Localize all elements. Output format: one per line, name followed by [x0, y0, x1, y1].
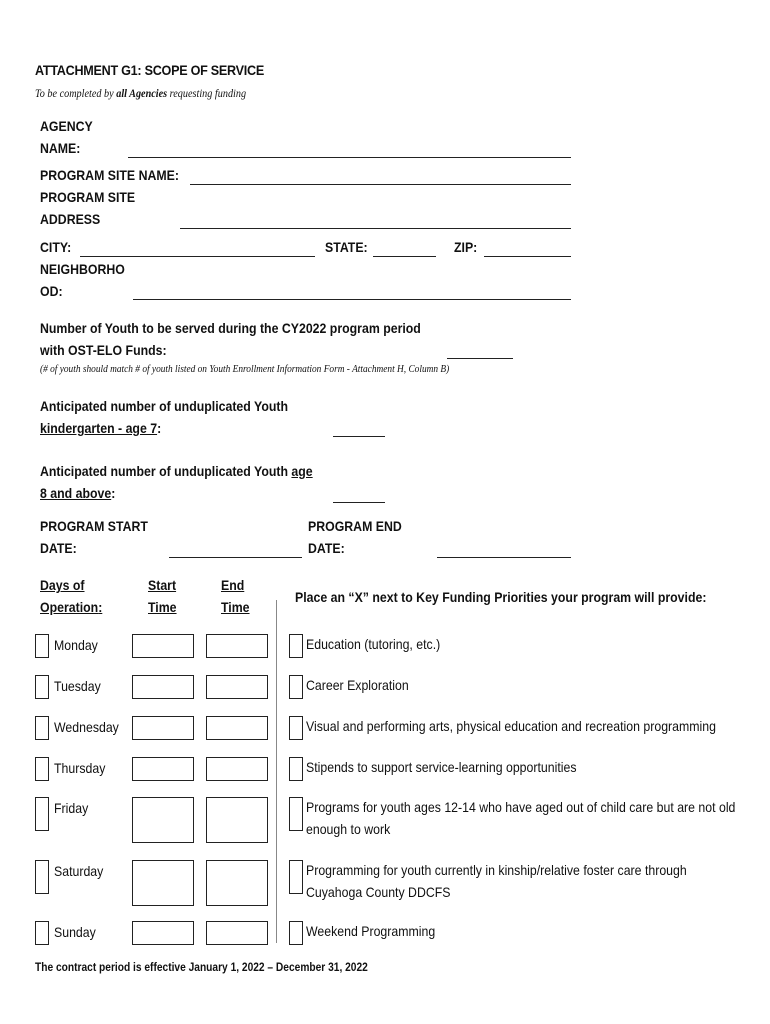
start-label-line1: PROGRAM START	[40, 518, 148, 534]
page-title: ATTACHMENT G1: SCOPE OF SERVICE	[35, 62, 264, 78]
days-header-line2	[40, 596, 102, 618]
agency-name-label	[40, 115, 93, 159]
start-time-header	[148, 574, 177, 618]
day-label: Saturday	[54, 863, 104, 879]
page-subtitle	[35, 86, 246, 101]
priority-checkbox[interactable]	[289, 860, 303, 894]
agency-name-field[interactable]	[128, 157, 571, 158]
day-checkbox[interactable]	[35, 860, 49, 894]
start-time-input[interactable]	[132, 757, 194, 781]
end-header-line2: Time	[221, 599, 250, 615]
city-field[interactable]	[80, 256, 315, 257]
day-label: Tuesday	[54, 678, 101, 694]
subtitle-emphasis: all Agencies	[116, 86, 168, 100]
day-checkbox[interactable]	[35, 757, 49, 781]
day-checkbox[interactable]	[35, 797, 49, 831]
youth-served-line1: Number of Youth to be served during the CY2022 program period	[40, 320, 421, 336]
end-time-input[interactable]	[206, 716, 268, 740]
youth-k7-underlined: kindergarten - age 7	[40, 420, 158, 436]
program-start-label	[40, 515, 148, 559]
start-time-input[interactable]	[132, 797, 194, 843]
end-time-input[interactable]	[206, 757, 268, 781]
start-time-input[interactable]	[132, 675, 194, 699]
start-header-line2: Time	[148, 599, 177, 615]
end-label-line2: DATE:	[308, 540, 345, 556]
youth-age8-underlined-1: age	[291, 463, 313, 479]
youth-k7-line1: Anticipated number of unduplicated Youth	[40, 398, 288, 414]
end-time-input[interactable]	[206, 797, 268, 843]
start-time-input[interactable]	[132, 921, 194, 945]
youth-age8-colon: :	[111, 485, 116, 501]
youth-k7-colon: :	[157, 420, 162, 436]
neighborhood-label-line2: OD:	[40, 283, 63, 299]
day-checkbox[interactable]	[35, 716, 49, 740]
priority-label: Stipends to support service-learning opportunities	[306, 759, 577, 775]
end-header-line1: End	[221, 577, 245, 593]
neighborhood-field[interactable]	[133, 299, 571, 300]
state-field[interactable]	[373, 256, 436, 257]
priority-label: Programming for youth currently in kinship/relative foster care through Cuyahoga County DDCFS	[306, 862, 687, 900]
program-start-field[interactable]	[169, 557, 302, 558]
agency-label-line1: AGENCY	[40, 118, 93, 134]
state-label: STATE:	[325, 239, 368, 255]
zip-field[interactable]	[484, 256, 571, 257]
program-site-name-field[interactable]	[190, 184, 571, 185]
priority-checkbox[interactable]	[289, 716, 303, 740]
day-label: Monday	[54, 637, 98, 653]
youth-served-label	[40, 317, 421, 361]
youth-k7-label	[40, 395, 288, 439]
start-time-input[interactable]	[132, 716, 194, 740]
site-address-field[interactable]	[180, 228, 571, 229]
neighborhood-label	[40, 258, 125, 302]
youth-k7-line2	[40, 417, 288, 439]
end-time-header	[221, 574, 250, 618]
priority-checkbox[interactable]	[289, 757, 303, 781]
agency-label-line2: NAME:	[40, 140, 81, 156]
youth-k7-field[interactable]	[333, 436, 385, 437]
days-header-operation: Operation	[40, 599, 99, 615]
days-header	[40, 574, 102, 618]
program-site-name-label: PROGRAM SITE NAME:	[40, 167, 179, 183]
end-time-input[interactable]	[206, 675, 268, 699]
priority-checkbox[interactable]	[289, 797, 303, 831]
priority-label: Weekend Programming	[306, 923, 436, 939]
youth-age8-field[interactable]	[333, 502, 385, 503]
address-label-line2: ADDRESS	[40, 211, 101, 227]
program-end-field[interactable]	[437, 557, 571, 558]
city-label: CITY:	[40, 239, 72, 255]
program-end-label	[308, 515, 402, 559]
priority-checkbox[interactable]	[289, 675, 303, 699]
column-divider	[276, 600, 277, 943]
priority-label: Career Exploration	[306, 677, 409, 693]
youth-age8-line1	[40, 460, 313, 482]
priority-label: Education (tutoring, etc.)	[306, 636, 441, 652]
address-label-line1: PROGRAM SITE	[40, 189, 136, 205]
start-time-input[interactable]	[132, 860, 194, 906]
day-checkbox[interactable]	[35, 921, 49, 945]
day-label: Thursday	[54, 760, 106, 776]
day-label: Friday	[54, 800, 89, 816]
youth-age8-line2	[40, 482, 313, 504]
days-header-line1: Days of	[40, 577, 85, 593]
youth-served-field[interactable]	[447, 358, 513, 359]
days-header-colon: :	[98, 599, 103, 615]
start-label-line2: DATE:	[40, 540, 77, 556]
subtitle-text: To be completed by	[35, 86, 117, 100]
site-address-label	[40, 186, 135, 230]
day-label: Sunday	[54, 924, 96, 940]
youth-age8-text: Anticipated number of unduplicated Youth	[40, 463, 292, 479]
subtitle-text-end: requesting funding	[167, 86, 247, 100]
priority-checkbox[interactable]	[289, 921, 303, 945]
youth-served-note: (# of youth should match # of youth listed on Youth Enrollment Information Form - Attachment H, Column B)	[40, 363, 450, 375]
priorities-header: Place an “X” next to Key Funding Priorities your program will provide:	[295, 589, 707, 605]
end-label-line1: PROGRAM END	[308, 518, 402, 534]
day-checkbox[interactable]	[35, 634, 49, 658]
end-time-input[interactable]	[206, 634, 268, 658]
end-time-input[interactable]	[206, 860, 268, 906]
zip-label: ZIP:	[454, 239, 478, 255]
start-time-input[interactable]	[132, 634, 194, 658]
neighborhood-label-line1: NEIGHBORHO	[40, 261, 125, 277]
priority-checkbox[interactable]	[289, 634, 303, 658]
contract-period-note: The contract period is effective January 1, 2022 – December 31, 2022	[35, 960, 368, 974]
priority-label: Visual and performing arts, physical education and recreation programming	[306, 718, 716, 734]
day-label: Wednesday	[54, 719, 119, 735]
day-checkbox[interactable]	[35, 675, 49, 699]
priority-label: Programs for youth ages 12-14 who have aged out of child care but are not old enough to work	[306, 799, 736, 837]
youth-age8-underlined-2: 8 and above	[40, 485, 112, 501]
youth-served-line2: with OST-ELO Funds:	[40, 342, 167, 358]
start-header-line1: Start	[148, 577, 177, 593]
youth-age8-label	[40, 460, 313, 504]
end-time-input[interactable]	[206, 921, 268, 945]
